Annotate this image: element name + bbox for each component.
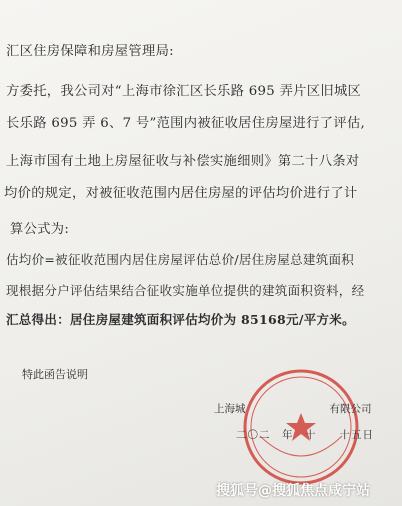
body-line-4: 均价的规定，对被征收范围内居住房屋的评估均价进行了计 bbox=[4, 186, 358, 201]
body-line-3: 上海市国有土地上房屋征收与补偿实施细则》第二十八条对 bbox=[6, 154, 360, 169]
body-line-5: 算公式为: bbox=[10, 222, 70, 237]
body-line-8: 汇总得出：居住房屋建筑面积评估均价为 85168元/平方米。 bbox=[6, 312, 355, 327]
watermark-text: 搜狐号@搜狐焦点咸宁站 bbox=[216, 483, 370, 499]
body-line-7: 现根据分户评估结果结合征收实施单位提供的建筑面积资料，经 bbox=[6, 283, 365, 298]
body-line-2: 长乐路 695 弄 6、7 号”范围内被征收居住房屋进行了评估, bbox=[6, 116, 366, 131]
closing-remark: 特此函告说明 bbox=[22, 368, 88, 381]
company-name: 上海城 有限公司 bbox=[214, 403, 372, 415]
body-line-6: 估均价=被征收范围内居住房屋评估总价/居住房屋总建筑面积 bbox=[6, 252, 355, 267]
document-date: 二〇二 年 十 十五日 bbox=[236, 429, 374, 441]
body-line-1: 方委托，我公司对“上海市徐汇区长乐路 695 弄片区旧城区 bbox=[6, 84, 362, 99]
addressee-line: 汇区住房保障和房屋管理局: bbox=[6, 44, 174, 59]
